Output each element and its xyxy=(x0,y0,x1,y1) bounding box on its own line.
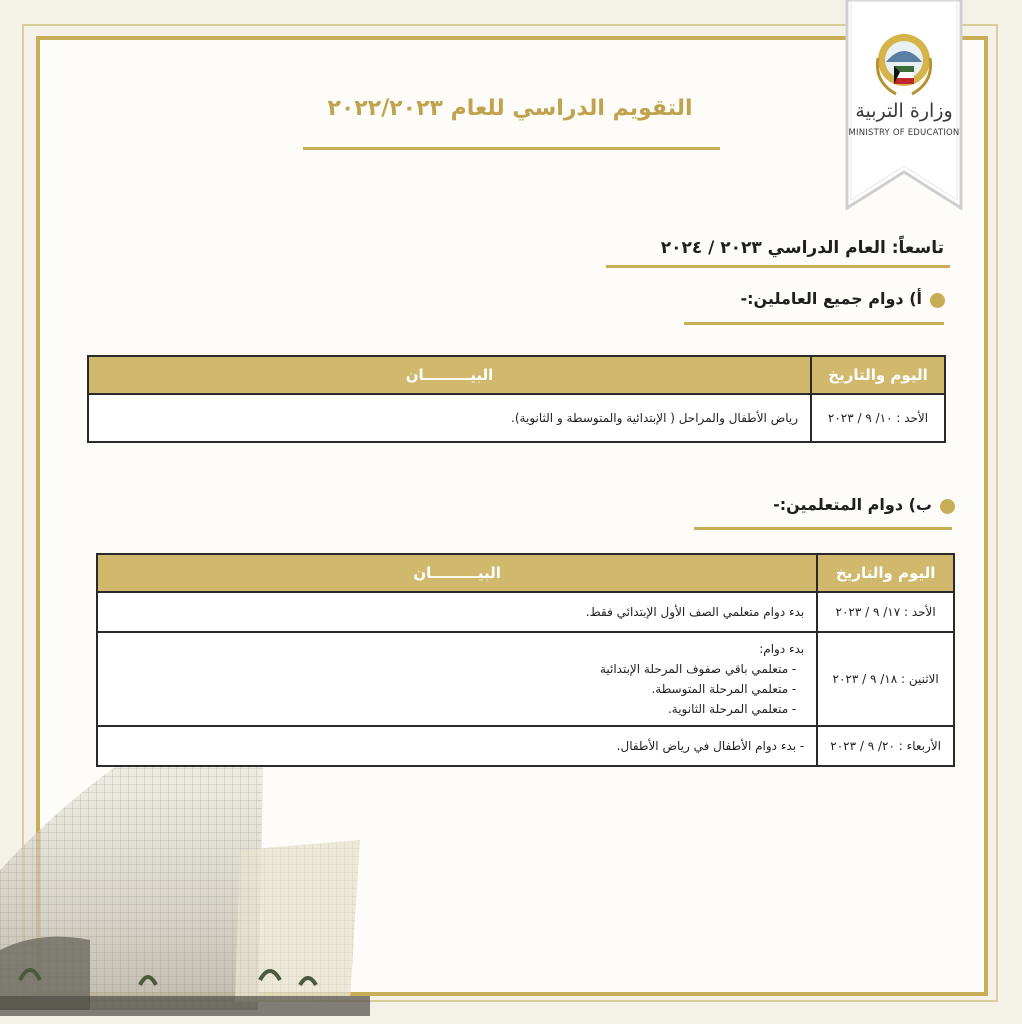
row-desc: - بدء دوام الأطفال في رياض الأطفال. xyxy=(97,726,817,766)
ministry-name-english: MINISTRY OF EDUCATION xyxy=(848,128,960,138)
part-a-underline xyxy=(684,322,944,325)
row-desc-lines xyxy=(110,639,804,719)
col-desc-header: البيـــــــــان xyxy=(97,554,817,592)
table-row xyxy=(97,632,954,726)
part-b-heading: ب) دوام المتعلمين:- xyxy=(773,495,932,514)
page-title: التقويم الدراسي للعام ٢٠٢٢/٢٠٢٣ xyxy=(327,96,693,121)
row-date: الأحد : ١٧/ ٩ / ٢٠٢٣ xyxy=(817,592,954,632)
col-desc-header: البيـــــــــان xyxy=(88,356,811,394)
col-date-header: اليوم والتاريخ xyxy=(817,554,954,592)
table-header-row xyxy=(88,356,945,394)
row-date: الأربعاء : ٢٠/ ٩ / ٢٠٢٣ xyxy=(817,726,954,766)
row-desc-line: بدء دوام: xyxy=(759,642,805,656)
row-desc: بدء دوام متعلمي الصف الأول الإبتدائي فقط. xyxy=(97,592,817,632)
kuwait-emblem-icon xyxy=(874,32,934,98)
part-a-heading: أ) دوام جميع العاملين:- xyxy=(740,289,922,308)
row-date: الاثنين : ١٨/ ٩ / ٢٠٢٣ xyxy=(817,632,954,726)
table-row xyxy=(97,592,954,632)
ministry-name-arabic: وزارة التربية xyxy=(855,100,953,122)
table-header-row xyxy=(97,554,954,592)
row-date: الأحد : ١٠/ ٩ / ٢٠٢٣ xyxy=(811,394,945,442)
row-desc-line: - متعلمي باقي صفوف المرحلة الإبتدائية xyxy=(599,662,797,676)
bullet-icon xyxy=(930,293,945,308)
part-a-table xyxy=(87,355,946,443)
bullet-icon xyxy=(940,499,955,514)
part-b-underline xyxy=(694,527,952,530)
row-desc-line: - متعلمي المرحلة الثانوية. xyxy=(667,702,797,716)
row-desc xyxy=(97,632,817,726)
row-desc-line: - متعلمي المرحلة المتوسطة. xyxy=(651,682,797,696)
col-date-header: اليوم والتاريخ xyxy=(811,356,945,394)
part-b-table xyxy=(96,553,955,767)
section-heading: تاسعاً: العام الدراسي ٢٠٢٣ / ٢٠٢٤ xyxy=(660,238,944,258)
title-underline xyxy=(303,147,720,150)
table-row xyxy=(88,394,945,442)
row-desc: رياض الأطفال والمراحل ( الإبتدائية والمتوسطة و الثانوية). xyxy=(88,394,811,442)
table-row xyxy=(97,726,954,766)
section-underline xyxy=(606,265,950,268)
